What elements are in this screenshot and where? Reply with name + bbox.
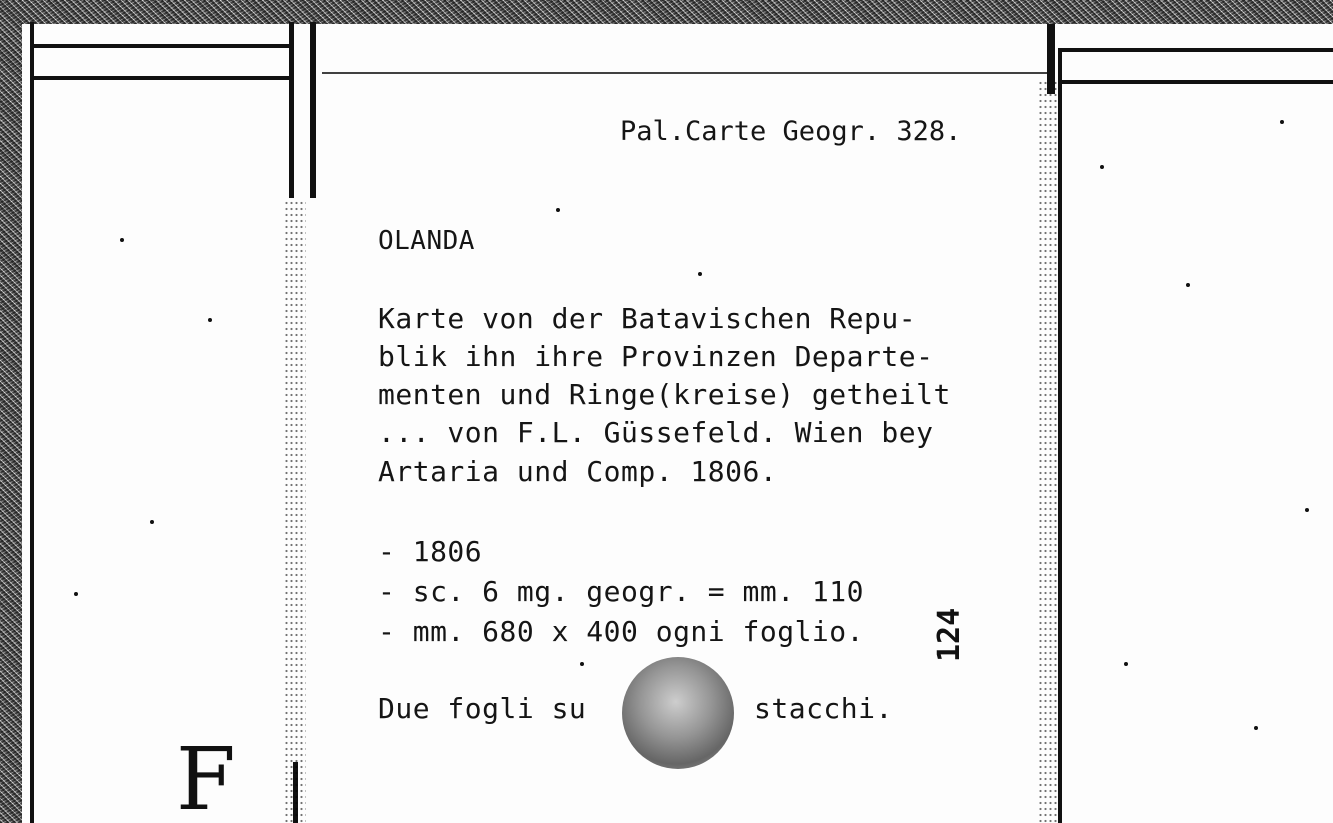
card-heading: OLANDA	[378, 226, 475, 256]
detail-line: - 1806	[378, 535, 483, 568]
description-line: Karte von der Batavischen Repu-	[378, 302, 917, 335]
right-card-top-edge-inner	[1060, 80, 1333, 84]
speck	[556, 208, 560, 212]
speck	[1280, 120, 1284, 124]
speck	[1100, 165, 1104, 169]
detail-line: - mm. 680 x 400 ogni foglio.	[378, 615, 865, 648]
description-line: Artaria und Comp. 1806.	[378, 455, 778, 488]
right-card-left-edge	[1058, 48, 1062, 823]
detail-line: - sc. 6 mg. geogr. = mm. 110	[378, 575, 865, 608]
scan-top-border	[0, 0, 1333, 24]
description-line: blik ihn ihre Provinzen Departe-	[378, 340, 934, 373]
left-card-top-edge-inner	[30, 76, 292, 80]
scan-left-border	[0, 0, 22, 823]
left-card-left-edge	[30, 22, 34, 823]
left-card-top-edge	[30, 44, 292, 48]
speck	[1305, 508, 1309, 512]
side-number: 124	[932, 607, 967, 662]
left-card-right-edge	[289, 22, 294, 198]
speck	[120, 238, 124, 242]
note-text-end: stacchi.	[754, 692, 893, 725]
description-line: menten und Ringe(kreise) getheilt	[378, 378, 951, 411]
speck	[1124, 662, 1128, 666]
center-card-left-edge-texture	[284, 200, 306, 823]
handwritten-letter: F	[176, 730, 236, 823]
right-card-clip	[1047, 24, 1055, 94]
speck	[580, 662, 584, 666]
center-card-left-clip	[310, 22, 316, 198]
speck	[698, 272, 702, 276]
center-card-top-edge	[322, 72, 1050, 74]
note-text-start: Due fogli su	[378, 692, 587, 725]
speck	[74, 592, 78, 596]
description-line: ... von F.L. Güssefeld. Wien bey	[378, 416, 934, 449]
speck	[208, 318, 212, 322]
speck	[1186, 283, 1190, 287]
library-stamp	[622, 657, 734, 769]
shelfmark: Pal.Carte Geogr. 328.	[620, 116, 962, 147]
speck	[1254, 726, 1258, 730]
speck	[150, 520, 154, 524]
right-card-top-edge	[1060, 48, 1333, 52]
